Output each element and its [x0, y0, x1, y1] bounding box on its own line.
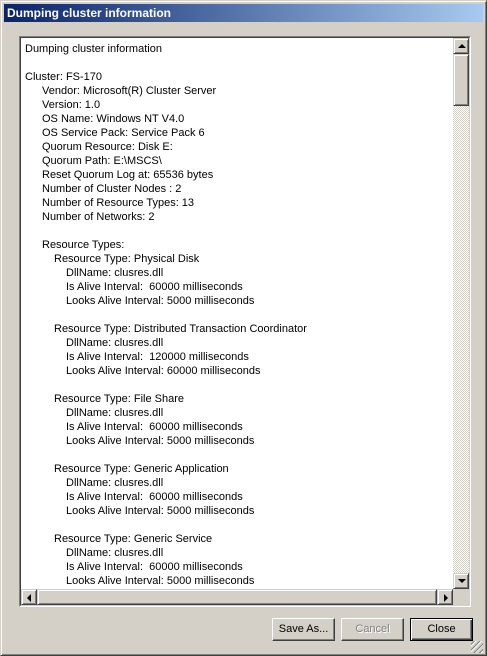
- up-arrow-icon: [458, 44, 466, 48]
- log-line: Looks Alive Interval: 5000 milliseconds: [66, 575, 255, 587]
- horizontal-scrollbar[interactable]: [21, 589, 453, 605]
- log-line: Quorum Path: E:\MSCS\: [42, 155, 162, 167]
- log-line: Is Alive Interval: 60000 milliseconds: [66, 491, 243, 503]
- log-line: Looks Alive Interval: 60000 milliseconds: [66, 365, 261, 377]
- log-line: Resource Type: Physical Disk: [54, 253, 200, 265]
- log-text-well[interactable]: [20, 37, 470, 606]
- log-line: OS Service Pack: Service Pack 6: [42, 127, 205, 139]
- log-line: Is Alive Interval: 60000 milliseconds: [66, 281, 243, 293]
- log-line: Resource Type: File Share: [54, 393, 185, 405]
- window-title: Dumping cluster information: [7, 6, 172, 20]
- log-line: Is Alive Interval: 60000 milliseconds: [66, 421, 243, 433]
- log-line: [25, 224, 455, 238]
- log-line: Is Alive Interval: 60000 milliseconds: [66, 561, 243, 573]
- log-line: Cluster: FS-170: [25, 71, 103, 83]
- log-line: Is Alive Interval: 120000 milliseconds: [66, 351, 249, 363]
- log-line: [25, 518, 455, 532]
- log-line: DllName: clusres.dll: [66, 477, 164, 489]
- log-line: Looks Alive Interval: 5000 milliseconds: [66, 295, 255, 307]
- vertical-scrollbar[interactable]: [453, 38, 469, 589]
- close-button[interactable]: Close: [410, 618, 473, 641]
- scrollbar-corner: [453, 589, 469, 605]
- log-text-area[interactable]: [19, 36, 471, 607]
- log-line: Resource Type: Generic Application: [54, 463, 229, 475]
- scroll-down-button[interactable]: [453, 573, 469, 589]
- log-line: DllName: clusres.dll: [66, 267, 164, 279]
- log-line: Number of Networks: 2: [42, 211, 155, 223]
- save-as-button[interactable]: Save As...: [272, 618, 335, 641]
- log-line: Resource Type: Distributed Transaction Coordinator: [54, 323, 307, 335]
- cancel-button[interactable]: Cancel: [341, 618, 404, 641]
- left-arrow-icon: [27, 594, 31, 602]
- down-arrow-icon: [458, 579, 466, 583]
- log-line: Resource Type: Generic Service: [54, 533, 213, 545]
- scroll-up-button[interactable]: [453, 38, 469, 54]
- log-line: Number of Resource Types: 13: [42, 197, 195, 209]
- log-line: Reset Quorum Log at: 65536 bytes: [42, 169, 214, 181]
- log-line: DllName: clusres.dll: [66, 337, 164, 349]
- log-line: [25, 448, 455, 462]
- log-line: [25, 378, 455, 392]
- scroll-right-button[interactable]: [437, 589, 453, 605]
- log-line: Resource Types:: [42, 239, 125, 251]
- log-line: Version: 1.0: [42, 99, 101, 111]
- log-line: Quorum Resource: Disk E:: [42, 141, 173, 153]
- log-line: DllName: clusres.dll: [66, 547, 164, 559]
- resize-grip-icon[interactable]: [471, 641, 483, 653]
- right-arrow-icon: [444, 594, 448, 602]
- log-line: Looks Alive Interval: 5000 milliseconds: [66, 435, 255, 447]
- vertical-scroll-thumb[interactable]: [453, 54, 469, 106]
- log-line: Number of Cluster Nodes : 2: [42, 183, 182, 195]
- log-line: Dumping cluster information: [25, 43, 162, 55]
- scroll-left-button[interactable]: [21, 589, 37, 605]
- log-content[interactable]: [25, 42, 455, 590]
- title-bar[interactable]: [4, 4, 483, 22]
- log-line: [25, 56, 455, 70]
- log-line: Looks Alive Interval: 5000 milliseconds: [66, 505, 255, 517]
- log-line: DllName: clusres.dll: [66, 407, 164, 419]
- log-line: OS Name: Windows NT V4.0: [42, 113, 185, 125]
- log-line: [25, 308, 455, 322]
- log-line: Vendor: Microsoft(R) Cluster Server: [42, 85, 217, 97]
- horizontal-scroll-thumb[interactable]: [37, 589, 437, 605]
